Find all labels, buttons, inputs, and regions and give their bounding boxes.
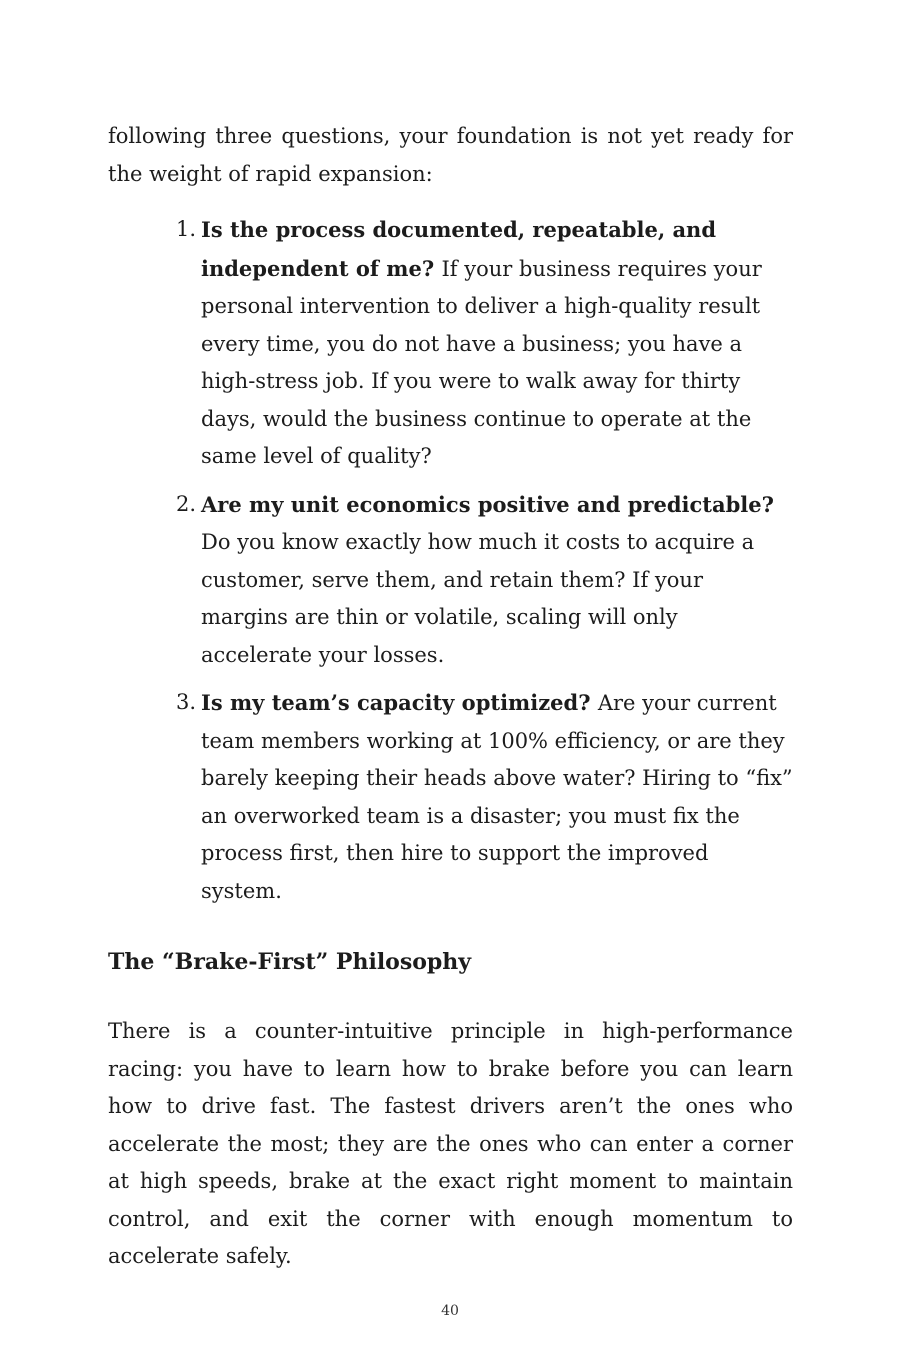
list-item-text: If your business requires your personal intervention to deliver a high-quality result every time, you do not have a business; you have a high-stress job. If you were to walk away for thirty days, would the business continue to operate at the same level of quality?: [201, 256, 762, 468]
questions-list: [108, 211, 793, 910]
list-item-question: Is my team’s capacity optimized?: [201, 690, 598, 715]
list-item-number: 2.: [176, 491, 197, 516]
list-item-question: Are my unit economics positive and predictable?: [201, 491, 774, 517]
list-item: [176, 211, 793, 476]
intro-paragraph: following three questions, your foundation is not yet ready for the weight of rapid expansion:: [108, 124, 793, 186]
list-item: [176, 684, 793, 910]
list-item-text: Do you know exactly how much it costs to acquire a customer, serve them, and retain them? If your margins are thin or volatile, scaling will only accelerate your losses.: [201, 530, 755, 667]
list-item-number: 3.: [176, 690, 197, 714]
body-paragraph: There is a counter-intuitive principle in high-performance racing: you have to learn how to brake before you can learn how to drive fast. The fastest drivers aren’t the ones who accelerate the most; they are the ones who can enter a corner at high speeds, brake at the exact right moment to maintain control, and exit the corner with enough momentum to accelerate safely.: [108, 1019, 793, 1268]
list-item-number: 1.: [176, 217, 197, 241]
page-content: [108, 118, 793, 1276]
list-item: [176, 486, 793, 675]
list-item-question: Is the process documented, repeatable, and independent of me?: [201, 217, 717, 281]
section-heading: The “Brake-First” Philosophy: [108, 949, 472, 975]
page-number: 40: [441, 1303, 459, 1319]
list-item-text: Are your current team members working at 100% efficiency, or are they barely keeping their heads above water? Hiring to “fix” an overworked team is a disaster; you must fix the process first, then hire to support the improved system.: [201, 691, 793, 903]
